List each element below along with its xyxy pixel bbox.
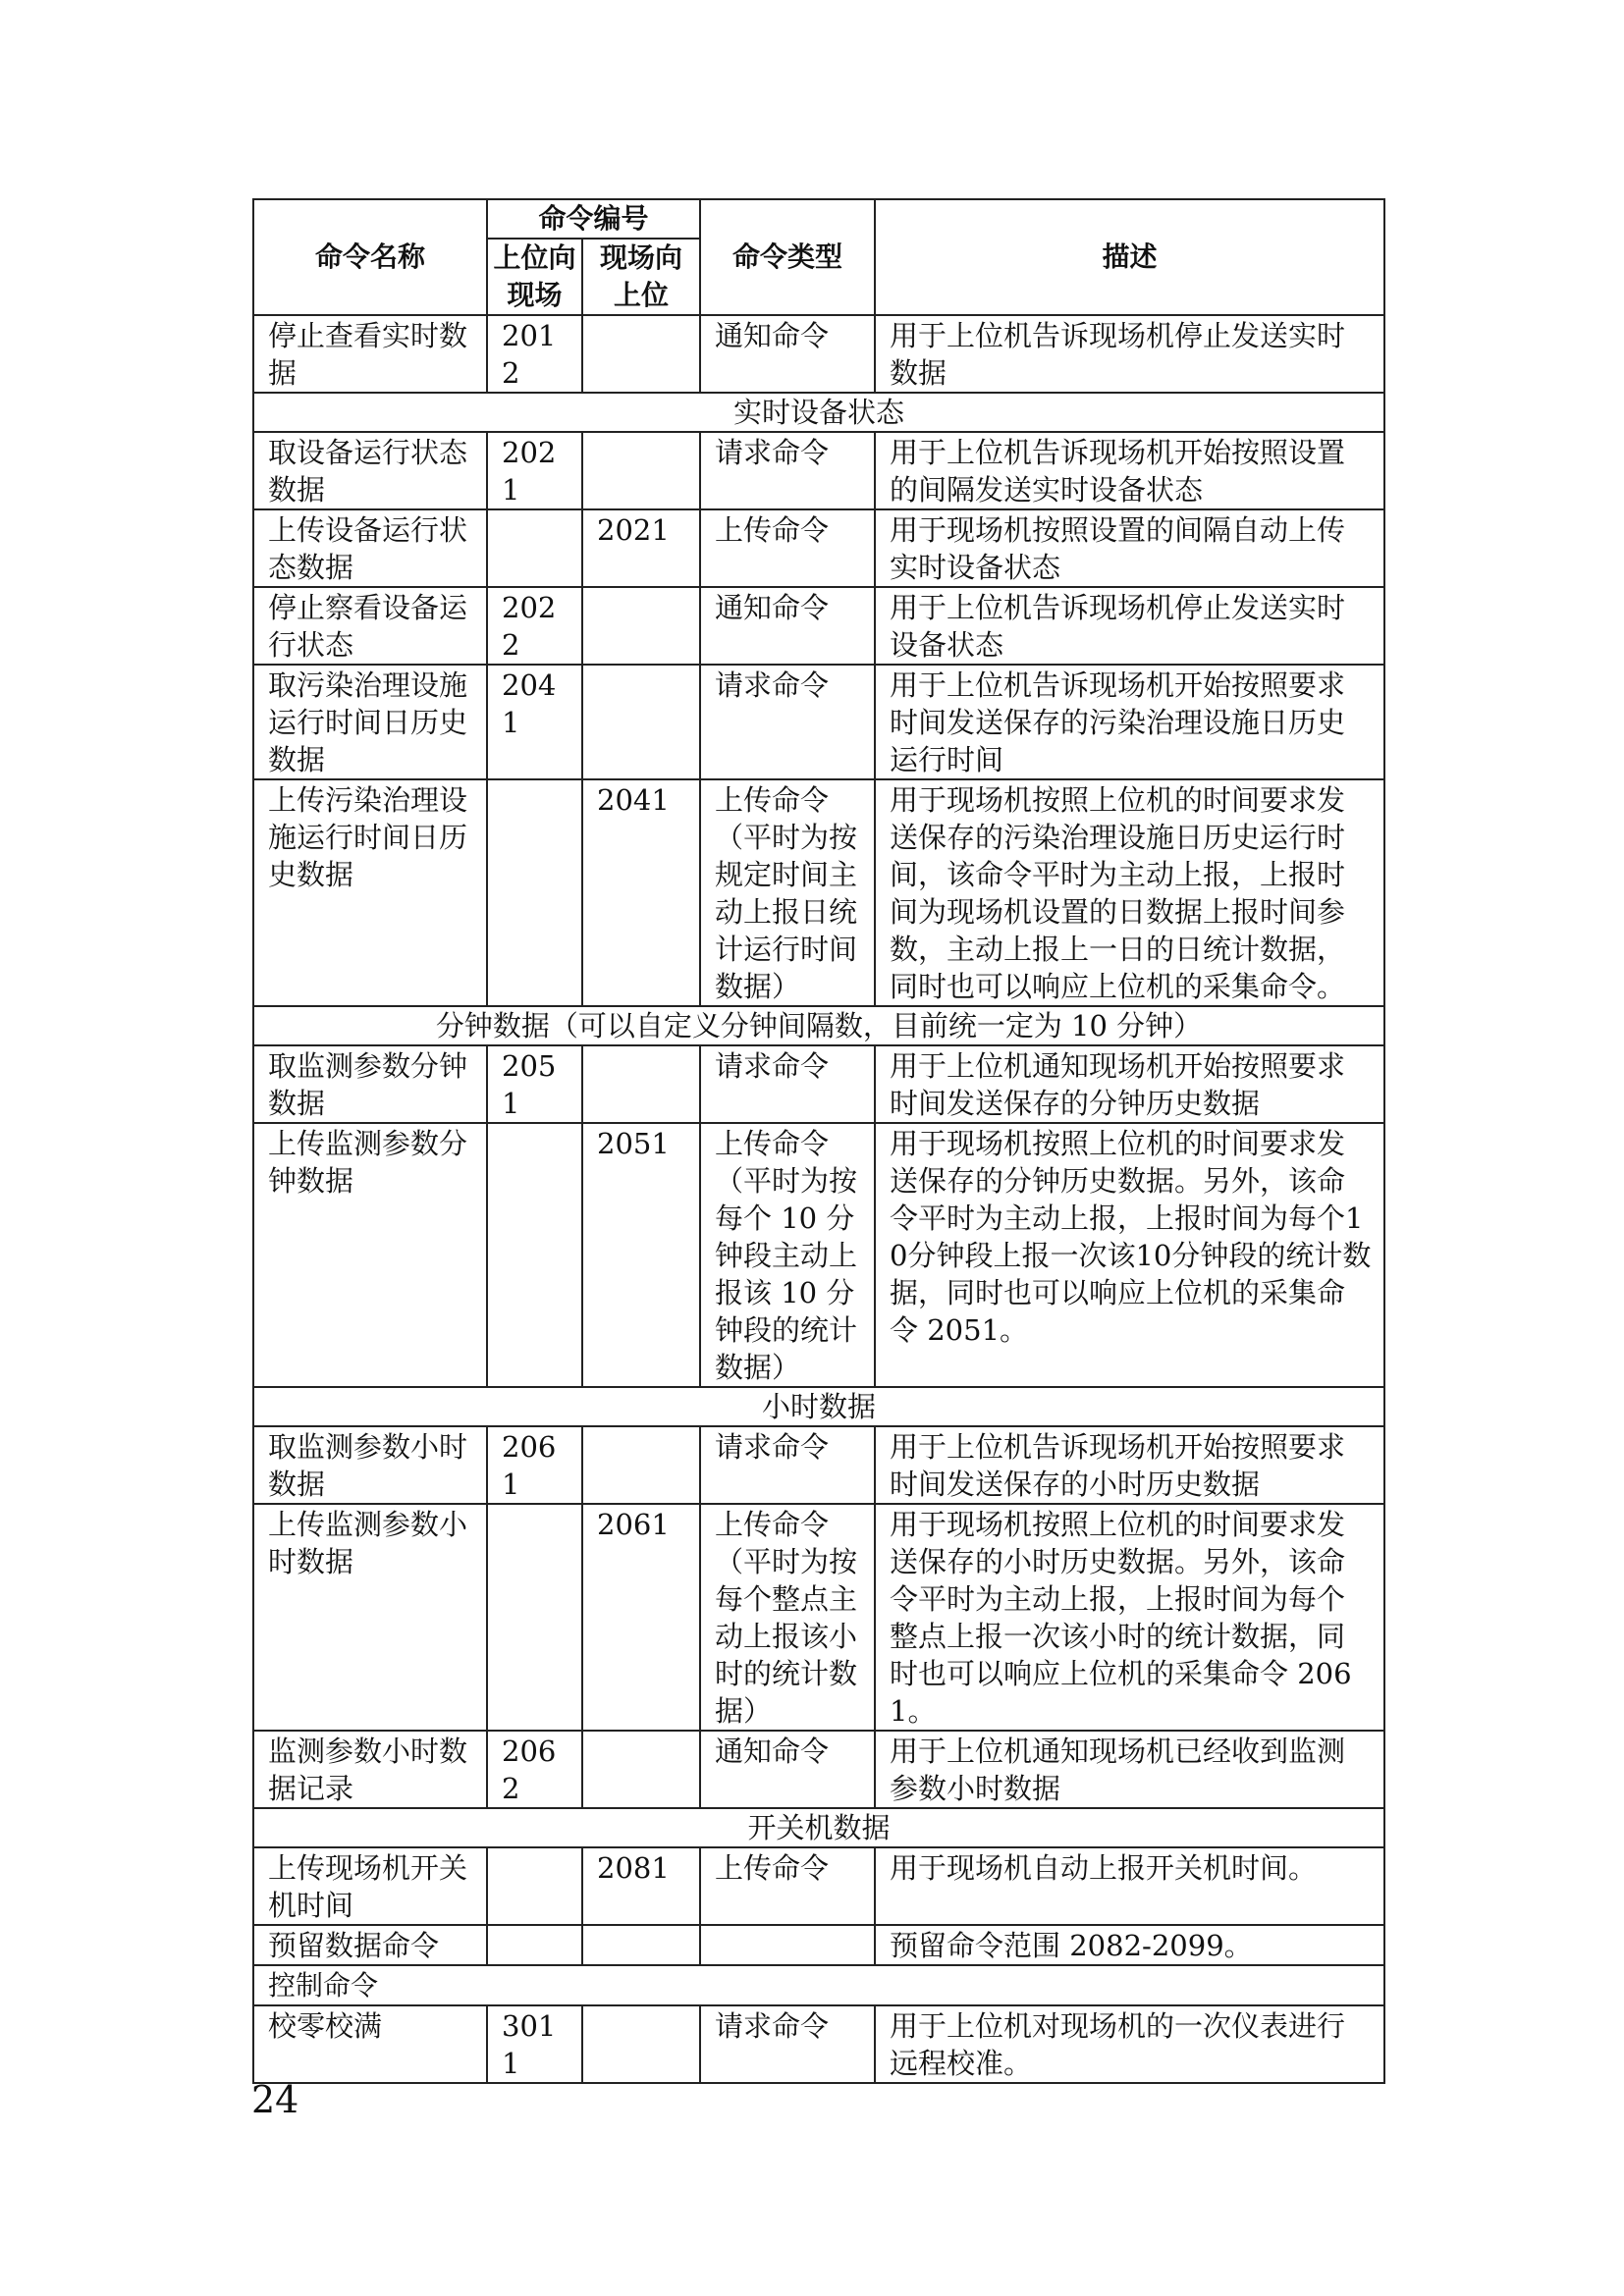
cell-command-name: 停止查看实时数据 [253, 315, 487, 393]
section-title: 实时设备状态 [253, 393, 1384, 432]
table-header [253, 199, 1384, 315]
cell-code-up [582, 587, 700, 665]
cell-description: 用于上位机告诉现场机开始按照设置的间隔发送实时设备状态 [875, 432, 1384, 509]
cell-command-type: 上传命令 [700, 509, 875, 587]
table-row [253, 1123, 1384, 1387]
table-row [253, 1925, 1384, 1965]
cell-command-type: 通知命令 [700, 315, 875, 393]
cell-description: 用于上位机告诉现场机开始按照要求时间发送保存的污染治理设施日历史运行时间 [875, 665, 1384, 779]
cell-code-down [487, 1925, 582, 1965]
cell-code-up [582, 1045, 700, 1123]
cell-code-down: 2022 [487, 587, 582, 665]
cell-command-type: 通知命令 [700, 587, 875, 665]
section-row [253, 1965, 1384, 2005]
cell-command-type: 上传命令 [700, 1847, 875, 1925]
cell-command-type: 请求命令 [700, 432, 875, 509]
cell-command-name: 监测参数小时数据记录 [253, 1731, 487, 1808]
cell-description: 预留命令范围 2082-2099。 [875, 1925, 1384, 1965]
cell-code-up [582, 2005, 700, 2083]
cell-description: 用于现场机按照上位机的时间要求发送保存的分钟历史数据。另外，该命令平时为主动上报，上报时间为每个10分钟段上报一次该10分钟段的统计数据，同时也可以响应上位机的采集命令 2051。 [875, 1123, 1384, 1387]
cell-code-down: 3011 [487, 2005, 582, 2083]
table-row [253, 1847, 1384, 1925]
cell-code-down [487, 509, 582, 587]
cell-command-type: 请求命令 [700, 2005, 875, 2083]
cell-code-up: 2051 [582, 1123, 700, 1387]
cell-command-name: 上传污染治理设施运行时间日历史数据 [253, 779, 487, 1006]
cell-code-down: 2061 [487, 1426, 582, 1504]
section-row [253, 1006, 1384, 1045]
cell-description: 用于上位机告诉现场机停止发送实时设备状态 [875, 587, 1384, 665]
cell-description: 用于上位机告诉现场机停止发送实时数据 [875, 315, 1384, 393]
command-table [252, 198, 1385, 2084]
cell-command-name: 上传监测参数分钟数据 [253, 1123, 487, 1387]
cell-code-up: 2041 [582, 779, 700, 1006]
cell-command-name: 上传监测参数小时数据 [253, 1504, 487, 1731]
cell-command-type: 请求命令 [700, 1426, 875, 1504]
cell-command-type: 请求命令 [700, 1045, 875, 1123]
header-code-up: 现场向上位 [582, 239, 700, 315]
table-row [253, 665, 1384, 779]
cell-command-name: 上传现场机开关机时间 [253, 1847, 487, 1925]
table-body [253, 315, 1384, 2083]
cell-command-name: 取污染治理设施运行时间日历史数据 [253, 665, 487, 779]
section-row [253, 1808, 1384, 1847]
header-description: 描述 [875, 199, 1384, 315]
table-row [253, 432, 1384, 509]
cell-code-down: 2041 [487, 665, 582, 779]
table-row [253, 1504, 1384, 1731]
cell-code-down: 2021 [487, 432, 582, 509]
cell-code-down [487, 1847, 582, 1925]
cell-code-down [487, 779, 582, 1006]
cell-code-up: 2061 [582, 1504, 700, 1731]
table-row [253, 315, 1384, 393]
cell-code-up: 2081 [582, 1847, 700, 1925]
cell-description: 用于现场机按照上位机的时间要求发送保存的小时历史数据。另外，该命令平时为主动上报，上报时间为每个整点上报一次该小时的统计数据，同时也可以响应上位机的采集命令 2061。 [875, 1504, 1384, 1731]
cell-command-type: 通知命令 [700, 1731, 875, 1808]
cell-code-up: 2021 [582, 509, 700, 587]
cell-code-down: 2012 [487, 315, 582, 393]
section-title: 控制命令 [253, 1965, 1384, 2005]
table-row [253, 1426, 1384, 1504]
table-row [253, 587, 1384, 665]
table-row [253, 2005, 1384, 2083]
cell-command-type [700, 1925, 875, 1965]
header-code-down: 上位向现场 [487, 239, 582, 315]
cell-code-down [487, 1123, 582, 1387]
section-title: 分钟数据（可以自定义分钟间隔数，目前统一定为 10 分钟） [253, 1006, 1384, 1045]
table-row [253, 1045, 1384, 1123]
cell-code-up [582, 432, 700, 509]
cell-command-type: 上传命令（平时为按每个 10 分钟段主动上报该 10 分钟段的统计数据） [700, 1123, 875, 1387]
section-row [253, 393, 1384, 432]
section-title: 小时数据 [253, 1387, 1384, 1426]
cell-code-up [582, 1426, 700, 1504]
cell-code-up [582, 1925, 700, 1965]
cell-description: 用于上位机通知现场机已经收到监测参数小时数据 [875, 1731, 1384, 1808]
cell-description: 用于上位机通知现场机开始按照要求时间发送保存的分钟历史数据 [875, 1045, 1384, 1123]
cell-command-name: 取设备运行状态数据 [253, 432, 487, 509]
cell-code-up [582, 1731, 700, 1808]
section-title: 开关机数据 [253, 1808, 1384, 1847]
cell-code-up [582, 315, 700, 393]
cell-description: 用于现场机按照上位机的时间要求发送保存的污染治理设施日历史运行时间，该命令平时为主动上报，上报时间为现场机设置的日数据上报时间参数，主动上报上一日的日统计数据，同时也可以响应上位机的采集命令。 [875, 779, 1384, 1006]
cell-command-name: 取监测参数分钟数据 [253, 1045, 487, 1123]
cell-description: 用于现场机按照设置的间隔自动上传实时设备状态 [875, 509, 1384, 587]
header-command-type: 命令类型 [700, 199, 875, 315]
table-row [253, 1731, 1384, 1808]
cell-command-name: 停止察看设备运行状态 [253, 587, 487, 665]
cell-command-type: 上传命令（平时为按规定时间主动上报日统计运行时间数据） [700, 779, 875, 1006]
table-row [253, 779, 1384, 1006]
cell-code-up [582, 665, 700, 779]
page-number: 24 [251, 2078, 299, 2121]
cell-description: 用于上位机告诉现场机开始按照要求时间发送保存的小时历史数据 [875, 1426, 1384, 1504]
table-row [253, 509, 1384, 587]
cell-description: 用于现场机自动上报开关机时间。 [875, 1847, 1384, 1925]
cell-command-name: 校零校满 [253, 2005, 487, 2083]
header-command-name: 命令名称 [253, 199, 487, 315]
cell-command-type: 请求命令 [700, 665, 875, 779]
header-command-code: 命令编号 [487, 199, 700, 239]
section-row [253, 1387, 1384, 1426]
cell-command-name: 上传设备运行状态数据 [253, 509, 487, 587]
cell-code-down: 2051 [487, 1045, 582, 1123]
cell-command-name: 预留数据命令 [253, 1925, 487, 1965]
cell-code-down: 2062 [487, 1731, 582, 1808]
cell-code-down [487, 1504, 582, 1731]
cell-command-type: 上传命令（平时为按每个整点主动上报该小时的统计数据） [700, 1504, 875, 1731]
cell-description: 用于上位机对现场机的一次仪表进行远程校准。 [875, 2005, 1384, 2083]
cell-command-name: 取监测参数小时数据 [253, 1426, 487, 1504]
